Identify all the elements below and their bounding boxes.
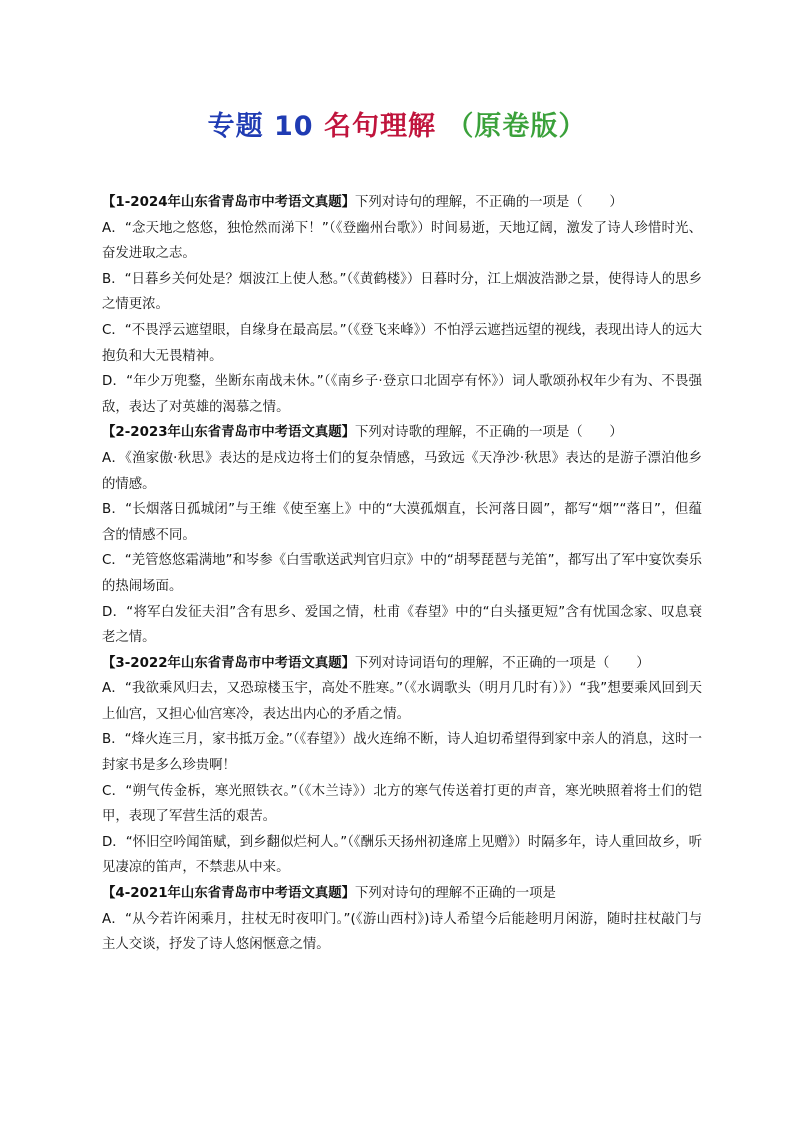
question-stem: 下列对诗句的理解，不正确的一项是（ ） [355,195,623,210]
option-b: B．“日暮乡关何处是？烟波江上使人愁。”（《黄鹤楼》）日暮时分，江上烟波浩渺之景，使得诗人的思乡之情更浓。 [102,271,702,313]
option-a: A．“从今若许闲乘月，拄杖无时夜叩门。”(《游山西村》)诗人希望今后能趁明月闲游，随时拄杖敲门与主人交谈，抒发了诗人悠闲惬意之情。 [102,911,702,953]
question-source: 【1-2024年山东省青岛市中考语文真题】 [102,195,356,210]
question-header [102,420,702,446]
question-stem: 下列对诗歌的理解，不正确的一项是（ ） [355,425,623,441]
question-2 [102,420,702,650]
option-c: C．“不畏浮云遮望眼，自缘身在最高层。”（《登飞来峰》）不怕浮云遮挡远望的视线，表现出诗人的远大抱负和大无畏精神。 [102,322,702,364]
question-list [102,190,702,958]
page-title [0,104,794,143]
question-source: 【4-2021年山东省青岛市中考语文真题】 [102,886,356,902]
question-stem: 下列对诗词语句的理解，不正确的一项是（ ） [355,655,650,671]
option-d: D．“怀旧空吟闻笛赋，到乡翻似烂柯人。”（《酬乐天扬州初逢席上见赠》）时隔多年，诗人重回故乡，听见凄凉的笛声，不禁悲从中来。 [102,834,702,876]
option-d: D．“将军白发征夫泪”含有思乡、爱国之情，杜甫《春望》中的“白头搔更短”含有忧国念家、叹息衰老之情。 [102,604,702,646]
question-source: 【3-2022年山东省青岛市中考语文真题】 [102,655,356,671]
option-a: A．“我欲乘风归去，又恐琼楼玉宇，高处不胜寒。”（《水调歌头（明月几时有）》）“我”想要乘风回到天上仙宫，又担心仙宫寒冷，表达出内心的矛盾之情。 [102,681,702,722]
option-b: B．“烽火连三月，家书抵万金。”（《春望》）战火连绵不断，诗人迫切希望得到家中亲人的消息，这时一封家书是多么珍贵啊！ [102,732,702,774]
title-topic-name: 名句理解 [323,111,436,142]
option-d: D．“年少万兜鍪，坐断东南战未休。”（《南乡子·登京口北固亭有怀》）词人歌颂孙权年少有为、不畏强敌，表达了对英雄的渴慕之情。 [102,374,702,415]
option-a: A．“念天地之悠悠，独怆然而涕下！”（《登幽州台歌》）时间易逝，天地辽阔，激发了诗人珍惜时光、奋发进取之志。 [102,220,702,262]
title-edition: （原卷版） [446,111,587,142]
question-header [102,651,702,677]
question-header [102,881,702,907]
option-b: B．“长烟落日孤城闭”与王维《使至塞上》中的“大漠孤烟直，长河落日圆”，都写“烟”“落日”，但蕴含的情感不同。 [102,502,702,543]
option-c: C．“朔气传金柝，寒光照铁衣。”（《木兰诗》）北方的寒气传送着打更的声音，寒光映照着将士们的铠甲，表现了军营生活的艰苦。 [102,783,702,825]
question-stem: 下列对诗句的理解不正确的一项是 [355,886,556,902]
question-1 [102,190,702,420]
option-a: A．《渔家傲·秋思》表达的是戍边将士们的复杂情感，马致远《天净沙·秋思》表达的是游子漂泊他乡的情感。 [102,450,702,492]
question-4 [102,881,702,958]
option-c: C．“羌管悠悠霜满地”和岑参《白雪歌送武判官归京》中的“胡琴琵琶与羌笛”，都写出了军中宴饮奏乐的热闹场面。 [102,553,702,594]
question-source: 【2-2023年山东省青岛市中考语文真题】 [102,425,356,441]
question-header [102,190,702,216]
title-topic-number: 专题 10 [207,111,314,142]
question-3 [102,651,702,881]
